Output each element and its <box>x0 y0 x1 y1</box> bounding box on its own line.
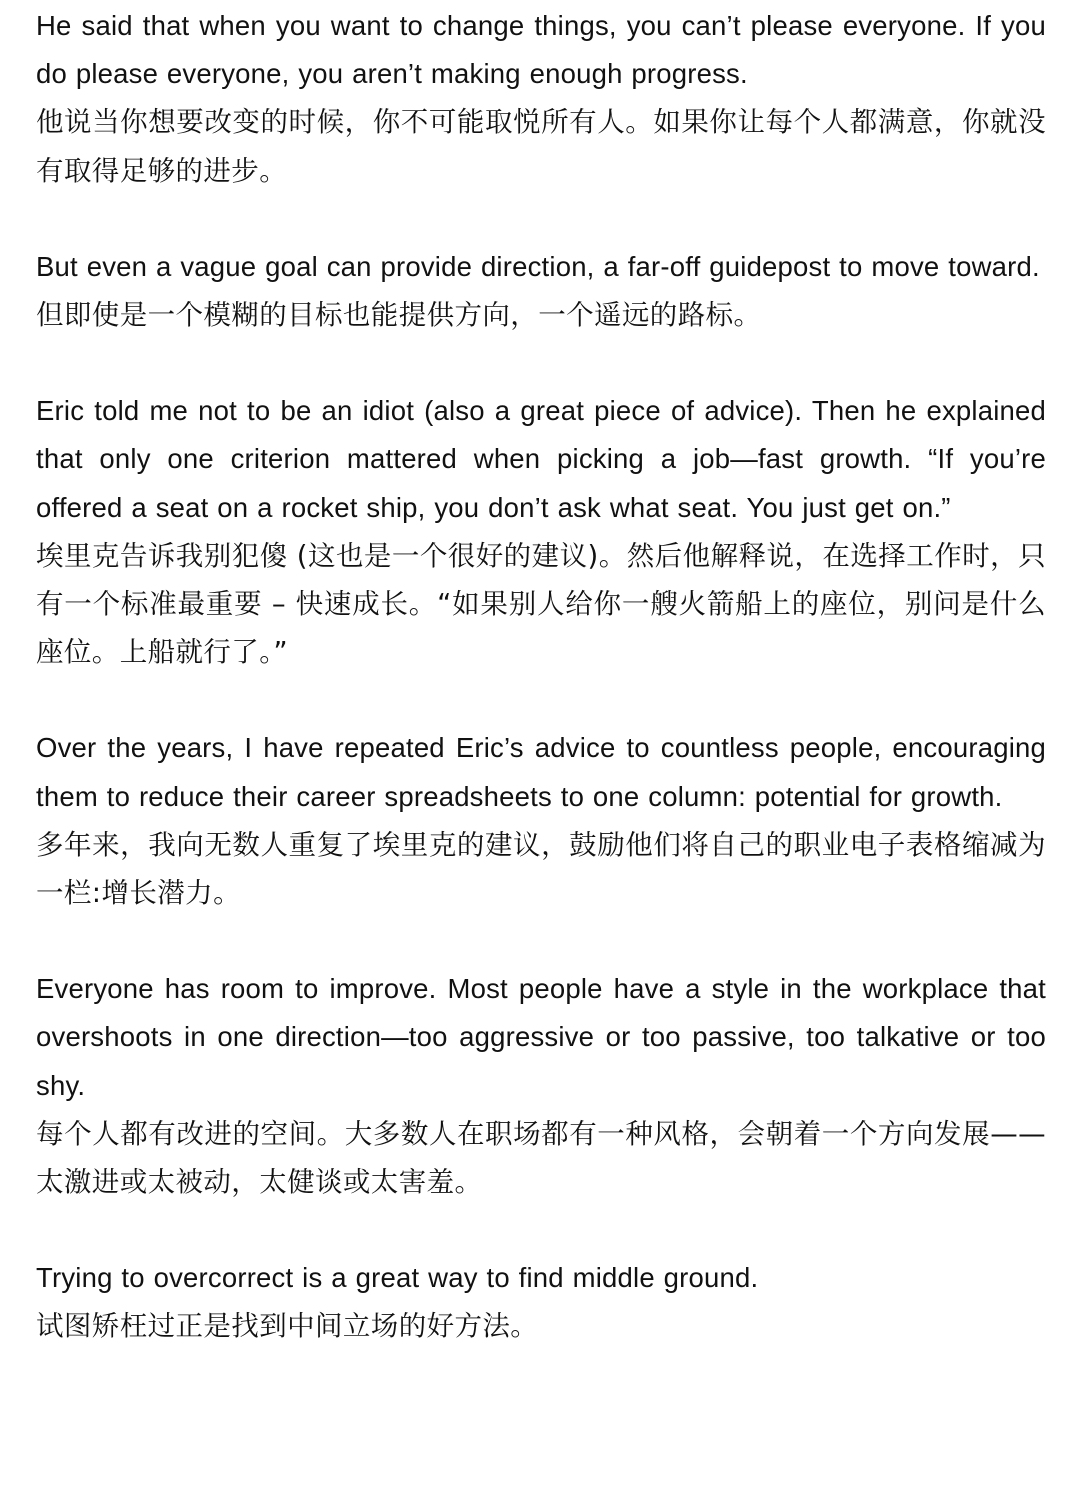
chinese-text: 埃里克告诉我别犯傻 (这也是一个很好的建议)。然后他解释说，在选择工作时，只有一个标准最重要 – 快速成长。“如果别人给你一艘火箭船上的座位，别问是什么座位。上船就行了。” <box>36 539 1046 669</box>
paragraph-3 <box>36 387 1046 676</box>
document-page <box>36 2 1046 1351</box>
paragraph-6 <box>36 1254 1046 1350</box>
english-text: Everyone has room to improve. Most people have a style in the workplace that overshoots in one direction—too aggressive or too passive, too talkative or too shy. <box>36 973 1046 1101</box>
paragraph-5 <box>36 965 1046 1206</box>
chinese-text: 多年来，我向无数人重复了埃里克的建议，鼓励他们将自己的职业电子表格缩减为一栏:增长潜力。 <box>36 828 1046 910</box>
chinese-text: 他说当你想要改变的时候，你不可能取悦所有人。如果你让每个人都满意，你就没有取得足够的进步。 <box>36 106 1046 187</box>
paragraph-4 <box>36 724 1046 917</box>
paragraph-1 <box>36 2 1046 195</box>
english-text: He said that when you want to change things, you can’t please everyone. If you do please everyone, you aren’t making enough progress. <box>36 10 1046 90</box>
paragraph-2 <box>36 243 1046 339</box>
chinese-text: 但即使是一个模糊的目标也能提供方向，一个遥远的路标。 <box>36 299 762 332</box>
chinese-text: 每个人都有改进的空间。大多数人在职场都有一种风格，会朝着一个方向发展——太激进或太被动，太健谈或太害羞。 <box>36 1117 1046 1199</box>
english-text: Over the years, I have repeated Eric’s advice to countless people, encouraging them to reduce their career spreadsheets to one column: potential for growth. <box>36 732 1046 812</box>
english-text: Trying to overcorrect is a great way to find middle ground. <box>36 1262 759 1294</box>
chinese-text: 试图矫枉过正是找到中间立场的好方法。 <box>36 1310 539 1343</box>
english-text: But even a vague goal can provide direction, a far-off guidepost to move toward. <box>36 250 1040 282</box>
english-text: Eric told me not to be an idiot (also a great piece of advice). Then he explained that only one criterion mattered when picking a job—fast growth. “If you’re offered a seat on a rocket ship, you don’t ask what seat. You just get on.” <box>36 395 1046 523</box>
